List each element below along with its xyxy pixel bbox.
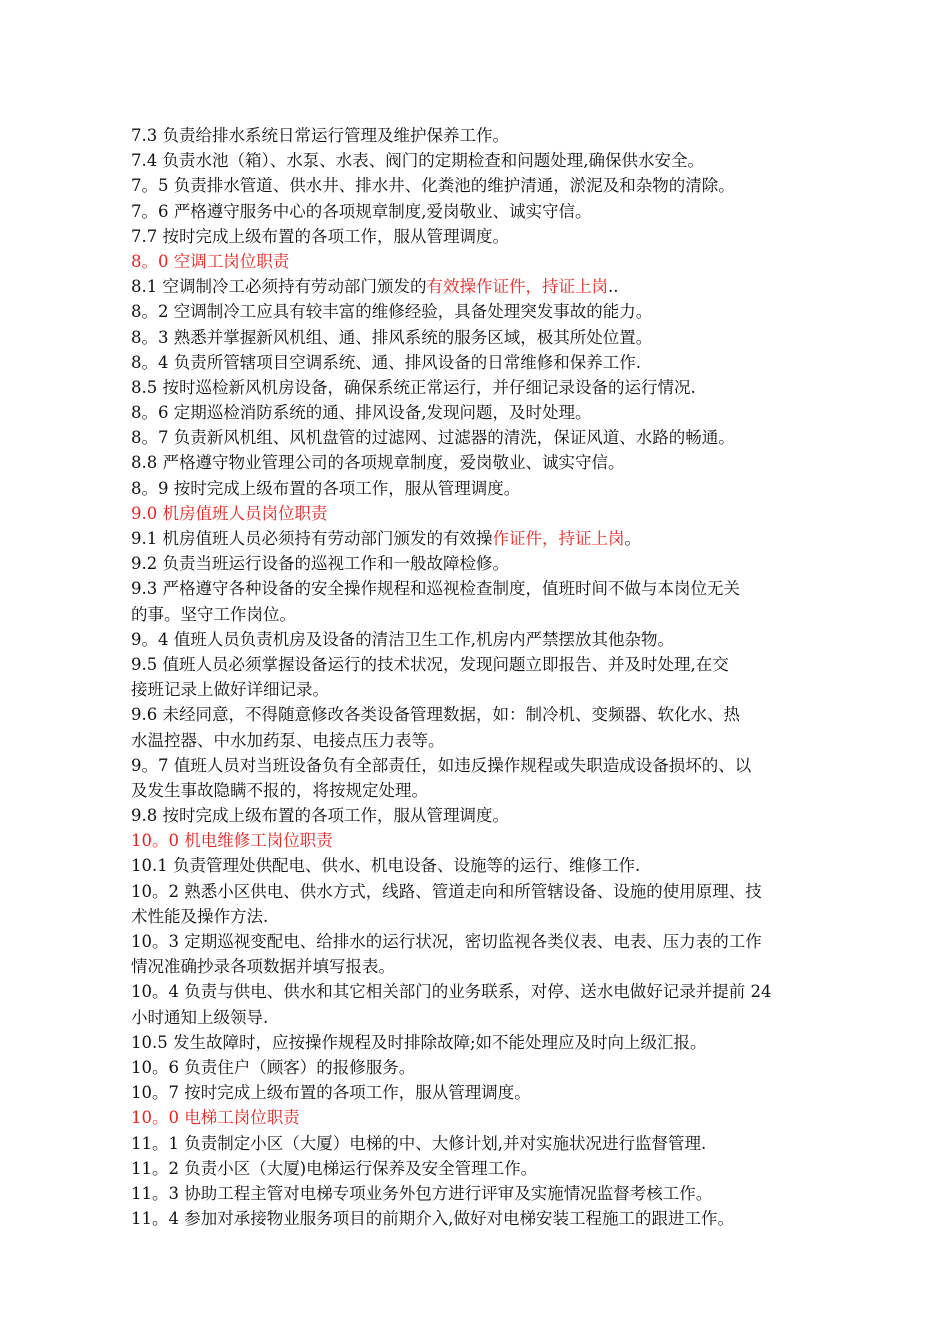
line-text: 9.1 机房值班人员必须持有劳动部门颁发的有效操 xyxy=(131,529,493,548)
line-text: 及发生事故隐瞒不报的，将按规定处理。 xyxy=(131,780,428,800)
line-text: 术性能及操作方法. xyxy=(131,906,269,926)
line-text: 9.3 严格遵守各种设备的安全操作规程和巡视检查制度，值班时间不做与本岗位无关 xyxy=(131,579,740,599)
text-line xyxy=(131,904,861,929)
section-heading xyxy=(131,249,861,274)
text-line xyxy=(131,526,861,551)
text-line xyxy=(131,879,861,904)
text-line xyxy=(131,627,861,652)
line-text: 9.5 值班人员必须掌握设备运行的技术状况，发现问题立即报告、并及时处理,在交 xyxy=(131,654,729,674)
text-line xyxy=(131,677,861,702)
line-text: 8。4 负责所管辖项目空调系统、通、排风设备的日常维修和保养工作. xyxy=(131,352,641,372)
line-text: 小时通知上级领导. xyxy=(131,1007,269,1027)
text-line xyxy=(131,224,861,249)
line-text: 9.8 按时完成上级布置的各项工作，服从管理调度。 xyxy=(131,806,509,826)
line-text: 。 xyxy=(624,529,641,548)
text-line xyxy=(131,929,861,954)
line-text: 11。4 参加对承接物业服务项目的前期介入,做好对电梯安装工程施工的跟进工作。 xyxy=(131,1209,734,1229)
line-text: 7。6 严格遵守服务中心的各项规章制度,爱岗敬业、诚实守信。 xyxy=(131,201,592,221)
line-text: 7。5 负责排水管道、供水井、排水井、化粪池的维护清通，淤泥及和杂物的清除。 xyxy=(131,176,735,196)
line-text: 10。6 负责住户（顾客）的报修服务。 xyxy=(131,1057,416,1077)
line-text: 8。6 定期巡检消防系统的通、排风设备,发现问题，及时处理。 xyxy=(131,403,592,423)
text-line xyxy=(131,778,861,803)
text-line xyxy=(131,1131,861,1156)
text-line xyxy=(131,652,861,677)
text-line xyxy=(131,350,861,375)
highlighted-text: 作证件，持证上岗 xyxy=(492,529,625,548)
text-line xyxy=(131,274,861,299)
line-text: 7.3 负责给排水系统日常运行管理及维护保养工作。 xyxy=(131,126,509,145)
line-text: 10。4 负责与供电、供水和其它相关部门的业务联系，对停、送水电做好记录并提前 24 xyxy=(131,982,772,1002)
text-line xyxy=(131,400,861,425)
text-line xyxy=(131,702,861,727)
line-text: 10。3 定期巡视变配电、给排水的运行状况，密切监视各类仪表、电表、压力表的工作 xyxy=(131,932,762,951)
line-text: 8。2 空调制冷工应具有较丰富的维修经验，具备处理突发事故的能力。 xyxy=(131,302,653,322)
line-text: 11。2 负责小区（大厦)电梯运行保养及安全管理工作。 xyxy=(131,1158,538,1178)
highlighted-text: 有效操作证件，持证上岗 xyxy=(426,277,608,297)
text-line xyxy=(131,1156,861,1181)
line-text: 水温控器、中水加药泵、电接点压力表等。 xyxy=(131,730,445,750)
line-text: 情况准确抄录各项数据并填写报表。 xyxy=(131,957,395,977)
line-text: 7.7 按时完成上级布置的各项工作，服从管理调度。 xyxy=(131,226,509,246)
text-line xyxy=(131,1181,861,1206)
text-line xyxy=(131,299,861,324)
line-text: 8.1 空调制冷工必须持有劳动部门颁发的 xyxy=(131,277,427,297)
line-text: 8。3 熟悉并掌握新风机组、通、排风系统的服务区域，极其所处位置。 xyxy=(131,327,653,347)
section-heading xyxy=(131,1105,861,1130)
line-text: 11。1 负责制定小区（大厦）电梯的中、大修计划,并对实施状况进行监督管理. xyxy=(131,1133,707,1153)
text-line xyxy=(131,576,861,601)
text-line xyxy=(131,123,861,148)
line-text: .. xyxy=(608,277,619,297)
line-text: 10.1 负责管理处供配电、供水、机电设备、设施等的运行、维修工作. xyxy=(131,856,641,876)
highlighted-text: 10。0 电梯工岗位职责 xyxy=(131,1108,300,1128)
text-line xyxy=(131,803,861,828)
text-line xyxy=(131,199,861,224)
text-line xyxy=(131,173,861,198)
line-text: 8。7 负责新风机组、风机盘管的过滤网、过滤器的清洗，保证风道、水路的畅通。 xyxy=(131,428,735,448)
highlighted-text: 8。0 空调工岗位职责 xyxy=(131,251,290,271)
text-line xyxy=(131,954,861,979)
text-line xyxy=(131,425,861,450)
text-line xyxy=(131,602,861,627)
line-text: 9。4 值班人员负责机房及设备的清洁卫生工作,机房内严禁摆放其他杂物。 xyxy=(131,629,674,649)
line-text: 11。3 协助工程主管对电梯专项业务外包方进行评审及实施情况监督考核工作。 xyxy=(131,1183,713,1203)
line-text: 8.8 严格遵守物业管理公司的各项规章制度，爱岗敬业、诚实守信。 xyxy=(131,453,625,473)
highlighted-text: 10。0 机电维修工岗位职责 xyxy=(131,831,333,851)
text-line xyxy=(131,728,861,753)
text-line xyxy=(131,1005,861,1030)
line-text: 7.4 负责水池（箱）、水泵、水表、阀门的定期检查和问题处理,确保供水安全。 xyxy=(131,151,704,171)
text-line xyxy=(131,148,861,173)
line-text: 8。9 按时完成上级布置的各项工作，服从管理调度。 xyxy=(131,478,521,498)
document-body xyxy=(131,123,861,1231)
highlighted-text: 9.0 机房值班人员岗位职责 xyxy=(131,503,328,523)
text-line xyxy=(131,979,861,1004)
line-text: 9.2 负责当班运行设备的巡视工作和一般故障检修。 xyxy=(131,554,509,574)
line-text: 8.5 按时巡检新风机房设备，确保系统正常运行，并仔细记录设备的运行情况. xyxy=(131,377,696,397)
text-line xyxy=(131,1055,861,1080)
line-text: 10。7 按时完成上级布置的各项工作，服从管理调度。 xyxy=(131,1083,531,1103)
line-text: 9.6 未经同意，不得随意修改各类设备管理数据，如：制冷机、变频器、软化水、热 xyxy=(131,705,740,725)
text-line xyxy=(131,1206,861,1231)
text-line xyxy=(131,450,861,475)
text-line xyxy=(131,1030,861,1055)
line-text: 的事。坚守工作岗位。 xyxy=(131,604,296,624)
section-heading xyxy=(131,501,861,526)
text-line xyxy=(131,551,861,576)
text-line xyxy=(131,325,861,350)
line-text: 10.5 发生故障时，应按操作规程及时排除故障;如不能处理应及时向上级汇报。 xyxy=(131,1032,707,1052)
text-line xyxy=(131,753,861,778)
section-heading xyxy=(131,828,861,853)
line-text: 9。7 值班人员对当班设备负有全部责任，如违反操作规程或失职造成设备损坏的、以 xyxy=(131,755,752,775)
text-line xyxy=(131,476,861,501)
text-line xyxy=(131,1080,861,1105)
text-line xyxy=(131,853,861,878)
text-line xyxy=(131,375,861,400)
line-text: 10。2 熟悉小区供电、供水方式，线路、管道走向和所管辖设备、设施的使用原理、技 xyxy=(131,881,762,901)
line-text: 接班记录上做好详细记录。 xyxy=(131,680,329,700)
